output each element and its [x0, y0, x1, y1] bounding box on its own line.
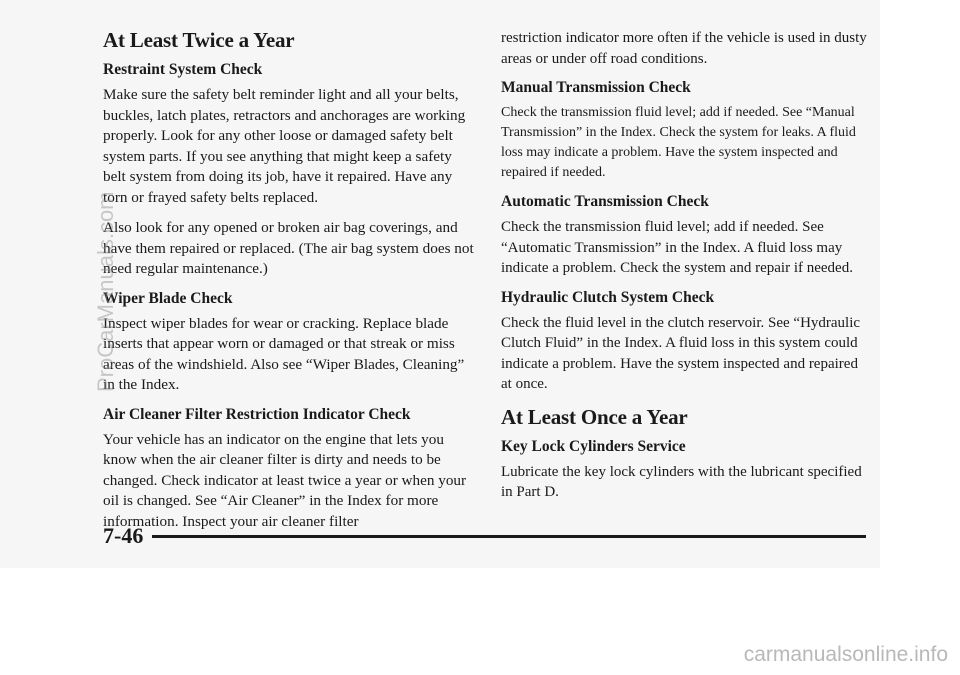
manual-transmission-paragraph: Check the transmission fluid level; add if needed. See “Manual Transmission” in the Index. Check the system for leaks. A fluid loss may indicate a problem. Have the system inspected and repaired if needed. — [501, 105, 856, 180]
restraint-system-check-title: Restraint System Check — [103, 61, 263, 78]
hydraulic-clutch-check-title: Hydraulic Clutch System Check — [501, 288, 715, 306]
side-watermark: ProCarManuals.com — [93, 191, 118, 392]
restraint-system-paragraph-2: Also look for any opened or broken air bag coverings, and have them repaired or replaced. (The air bag system does not need regular maintenance.) — [103, 219, 474, 277]
key-lock-cylinders-title: Key Lock Cylinders Service — [501, 437, 686, 455]
key-lock-cylinders-paragraph: Lubricate the key lock cylinders with the lubricant specified in Part D. — [501, 463, 862, 500]
wiper-blade-paragraph: Inspect wiper blades for wear or cracking. Replace blade inserts that appear worn or damaged or that streak or miss areas of the windshield. Also see “Wiper Blades, Cleaning” in the Index. — [103, 314, 465, 393]
left-column — [103, 28, 475, 542]
automatic-transmission-check-title: Automatic Transmission Check — [501, 193, 709, 210]
section-heading-once-a-year: At Least Once a Year — [501, 404, 688, 429]
manual-transmission-check-title: Manual Transmission Check — [501, 79, 691, 96]
page-number: 7-46 — [103, 523, 144, 548]
wiper-blade-check-title: Wiper Blade Check — [103, 289, 233, 307]
air-cleaner-check-title: Air Cleaner Filter Restriction Indicator Check — [103, 405, 411, 423]
footer-rule — [152, 535, 866, 538]
air-cleaner-paragraph: Your vehicle has an indicator on the engine that lets you know when the air cleaner filter is dirty and needs to be changed. Check indicator at least twice a year or when your oil is changed. See “Air Cleaner” in the Index for more information. Inspect your air cleaner filter — [103, 430, 467, 530]
bottom-watermark: carmanualsonline.info — [743, 643, 948, 666]
air-cleaner-continuation: restriction indicator more often if the vehicle is used in dusty areas or under off road conditions. — [501, 30, 867, 67]
hydraulic-clutch-paragraph: Check the fluid level in the clutch reservoir. See “Hydraulic Clutch Fluid” in the Index. A fluid loss in this system could indicate a problem. Have the system inspected and repaired at once. — [501, 314, 861, 392]
restraint-system-paragraph-1: Make sure the safety belt reminder light and all your belts, buckles, latch plates, retractors and anchorages are working properly. Look for any other loose or damaged safety belt system parts. If you see anything that might keep a safety belt system from doing its job, have it repaired. Have any torn or frayed safety belts replaced. — [103, 86, 466, 206]
automatic-transmission-paragraph: Check the transmission fluid level; add if needed. See “Automatic Transmission” in the Index. A fluid loss may indicate a problem. Check the system and repair if needed. — [501, 219, 853, 276]
right-column — [501, 28, 869, 513]
section-heading-twice-a-year: At Least Twice a Year — [103, 28, 295, 52]
